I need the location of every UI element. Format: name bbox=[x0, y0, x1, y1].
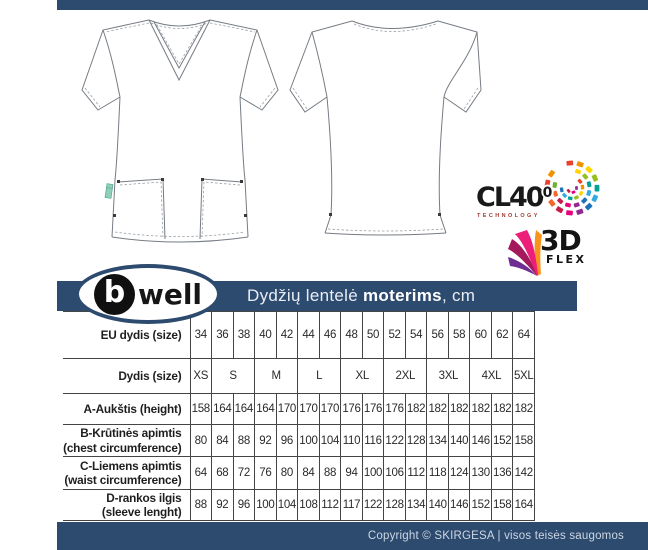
size-cell: 92 bbox=[255, 425, 277, 457]
table-row bbox=[63, 394, 535, 425]
size-cell: 110 bbox=[341, 425, 363, 457]
size-cell: 170 bbox=[276, 394, 298, 425]
size-cell: 176 bbox=[341, 394, 363, 425]
size-cell: 88 bbox=[233, 425, 255, 457]
size-cell: 118 bbox=[427, 457, 449, 490]
table-row bbox=[63, 359, 535, 394]
size-cell: 152 bbox=[491, 425, 513, 457]
size-cell: 117 bbox=[341, 490, 363, 521]
size-cell: 64 bbox=[513, 312, 535, 359]
size-cell: 50 bbox=[362, 312, 384, 359]
size-table-body bbox=[63, 312, 535, 521]
row-label: Dydis (size) bbox=[63, 359, 190, 394]
size-cell: 106 bbox=[384, 457, 406, 490]
size-cell: 182 bbox=[513, 394, 535, 425]
size-cell: 4XL bbox=[470, 359, 513, 394]
size-cell: 84 bbox=[212, 425, 234, 457]
size-cell: 80 bbox=[276, 457, 298, 490]
copyright-text: Copyright © SKIRGESA | visos teisės saugomos bbox=[367, 530, 624, 542]
cl40-technology-logo bbox=[476, 156, 604, 222]
size-cell: 146 bbox=[448, 490, 470, 521]
size-cell: 122 bbox=[384, 425, 406, 457]
scrub-front-svg bbox=[75, 8, 285, 250]
size-cell: 164 bbox=[255, 394, 277, 425]
size-cell: 170 bbox=[319, 394, 341, 425]
bwell-b-icon: b bbox=[94, 274, 135, 315]
size-cell: 134 bbox=[427, 425, 449, 457]
size-cell: 176 bbox=[362, 394, 384, 425]
3d-flex-subtitle: FLEX bbox=[546, 252, 587, 266]
size-cell: 182 bbox=[491, 394, 513, 425]
size-cell: 96 bbox=[233, 490, 255, 521]
size-cell: 104 bbox=[319, 425, 341, 457]
size-cell: XS bbox=[190, 359, 212, 394]
table-row bbox=[63, 425, 535, 457]
size-cell: 62 bbox=[491, 312, 513, 359]
size-cell: 182 bbox=[405, 394, 427, 425]
row-label: EU dydis (size) bbox=[63, 312, 190, 359]
size-cell: 80 bbox=[190, 425, 212, 457]
size-cell: 124 bbox=[448, 457, 470, 490]
3d-flex-logo bbox=[506, 224, 602, 281]
scrub-back-svg bbox=[288, 16, 483, 238]
row-label: C-Liemens apimtis (waist circumference) bbox=[63, 457, 190, 490]
footer-band bbox=[57, 522, 648, 550]
size-cell: 128 bbox=[384, 490, 406, 521]
size-cell: 3XL bbox=[427, 359, 470, 394]
bwell-brand-logo bbox=[75, 264, 221, 324]
size-cell: 58 bbox=[448, 312, 470, 359]
size-cell: 38 bbox=[233, 312, 255, 359]
size-cell: 164 bbox=[212, 394, 234, 425]
size-cell: 134 bbox=[405, 490, 427, 521]
size-cell: 100 bbox=[298, 425, 320, 457]
size-cell: 104 bbox=[276, 490, 298, 521]
size-cell: 44 bbox=[298, 312, 320, 359]
page-title: Dydžių lentelė moterims, cm bbox=[247, 286, 476, 305]
size-cell: 100 bbox=[255, 490, 277, 521]
size-cell: 140 bbox=[448, 425, 470, 457]
row-label: B-Krūtinės apimtis (chest circumference) bbox=[63, 425, 190, 457]
size-cell: M bbox=[255, 359, 298, 394]
size-cell: 76 bbox=[255, 457, 277, 490]
size-cell: 128 bbox=[405, 425, 427, 457]
size-cell: 182 bbox=[427, 394, 449, 425]
row-label: D-rankos ilgis (sleeve lenght) bbox=[63, 490, 190, 521]
brand-tag-icon bbox=[105, 184, 113, 199]
size-cell: 84 bbox=[298, 457, 320, 490]
size-cell: 158 bbox=[491, 490, 513, 521]
size-cell: 116 bbox=[362, 425, 384, 457]
cl40-tagline: TECHNOLOGY bbox=[477, 213, 540, 219]
size-cell: S bbox=[212, 359, 255, 394]
size-cell: 96 bbox=[276, 425, 298, 457]
row-label: A-Aukštis (height) bbox=[63, 394, 190, 425]
size-cell: 92 bbox=[212, 490, 234, 521]
scrub-top-front-drawing bbox=[75, 8, 285, 250]
size-cell: 122 bbox=[362, 490, 384, 521]
cl40-degree: 0 bbox=[542, 185, 553, 201]
size-cell: 112 bbox=[405, 457, 427, 490]
size-cell: 2XL bbox=[384, 359, 427, 394]
size-cell: 100 bbox=[362, 457, 384, 490]
3d-flex-title: 3D bbox=[540, 224, 581, 257]
size-cell: 164 bbox=[233, 394, 255, 425]
size-cell: 60 bbox=[470, 312, 492, 359]
size-cell: 88 bbox=[319, 457, 341, 490]
size-cell: 36 bbox=[212, 312, 234, 359]
table-row bbox=[63, 490, 535, 521]
size-cell: 176 bbox=[384, 394, 406, 425]
bwell-wordmark: well bbox=[137, 277, 203, 311]
size-cell: XL bbox=[341, 359, 384, 394]
cl40-logo-text: $CL40^0$ bbox=[476, 182, 553, 213]
size-cell: L bbox=[298, 359, 341, 394]
size-cell: 182 bbox=[470, 394, 492, 425]
size-cell: 5XL bbox=[513, 359, 535, 394]
table-row bbox=[63, 457, 535, 490]
size-cell: 170 bbox=[298, 394, 320, 425]
size-cell: 130 bbox=[470, 457, 492, 490]
size-cell: 42 bbox=[276, 312, 298, 359]
scrub-top-back-drawing bbox=[288, 16, 483, 238]
size-cell: 68 bbox=[212, 457, 234, 490]
size-cell: 54 bbox=[405, 312, 427, 359]
size-cell: 158 bbox=[190, 394, 212, 425]
size-cell: 142 bbox=[513, 457, 535, 490]
size-cell: 108 bbox=[298, 490, 320, 521]
size-cell: 48 bbox=[341, 312, 363, 359]
size-cell: 164 bbox=[513, 490, 535, 521]
3d-flex-fan-icon bbox=[506, 227, 544, 279]
size-cell: 88 bbox=[190, 490, 212, 521]
size-cell: 72 bbox=[233, 457, 255, 490]
size-cell: 140 bbox=[427, 490, 449, 521]
size-cell: 146 bbox=[470, 425, 492, 457]
size-cell: 52 bbox=[384, 312, 406, 359]
size-cell: 112 bbox=[319, 490, 341, 521]
size-cell: 56 bbox=[427, 312, 449, 359]
size-cell: 152 bbox=[470, 490, 492, 521]
size-cell: 46 bbox=[319, 312, 341, 359]
size-cell: 40 bbox=[255, 312, 277, 359]
size-cell: 34 bbox=[190, 312, 212, 359]
size-cell: 158 bbox=[513, 425, 535, 457]
size-cell: 182 bbox=[448, 394, 470, 425]
size-cell: 64 bbox=[190, 457, 212, 490]
size-cell: 136 bbox=[491, 457, 513, 490]
size-cell: 94 bbox=[341, 457, 363, 490]
size-table bbox=[63, 311, 535, 521]
